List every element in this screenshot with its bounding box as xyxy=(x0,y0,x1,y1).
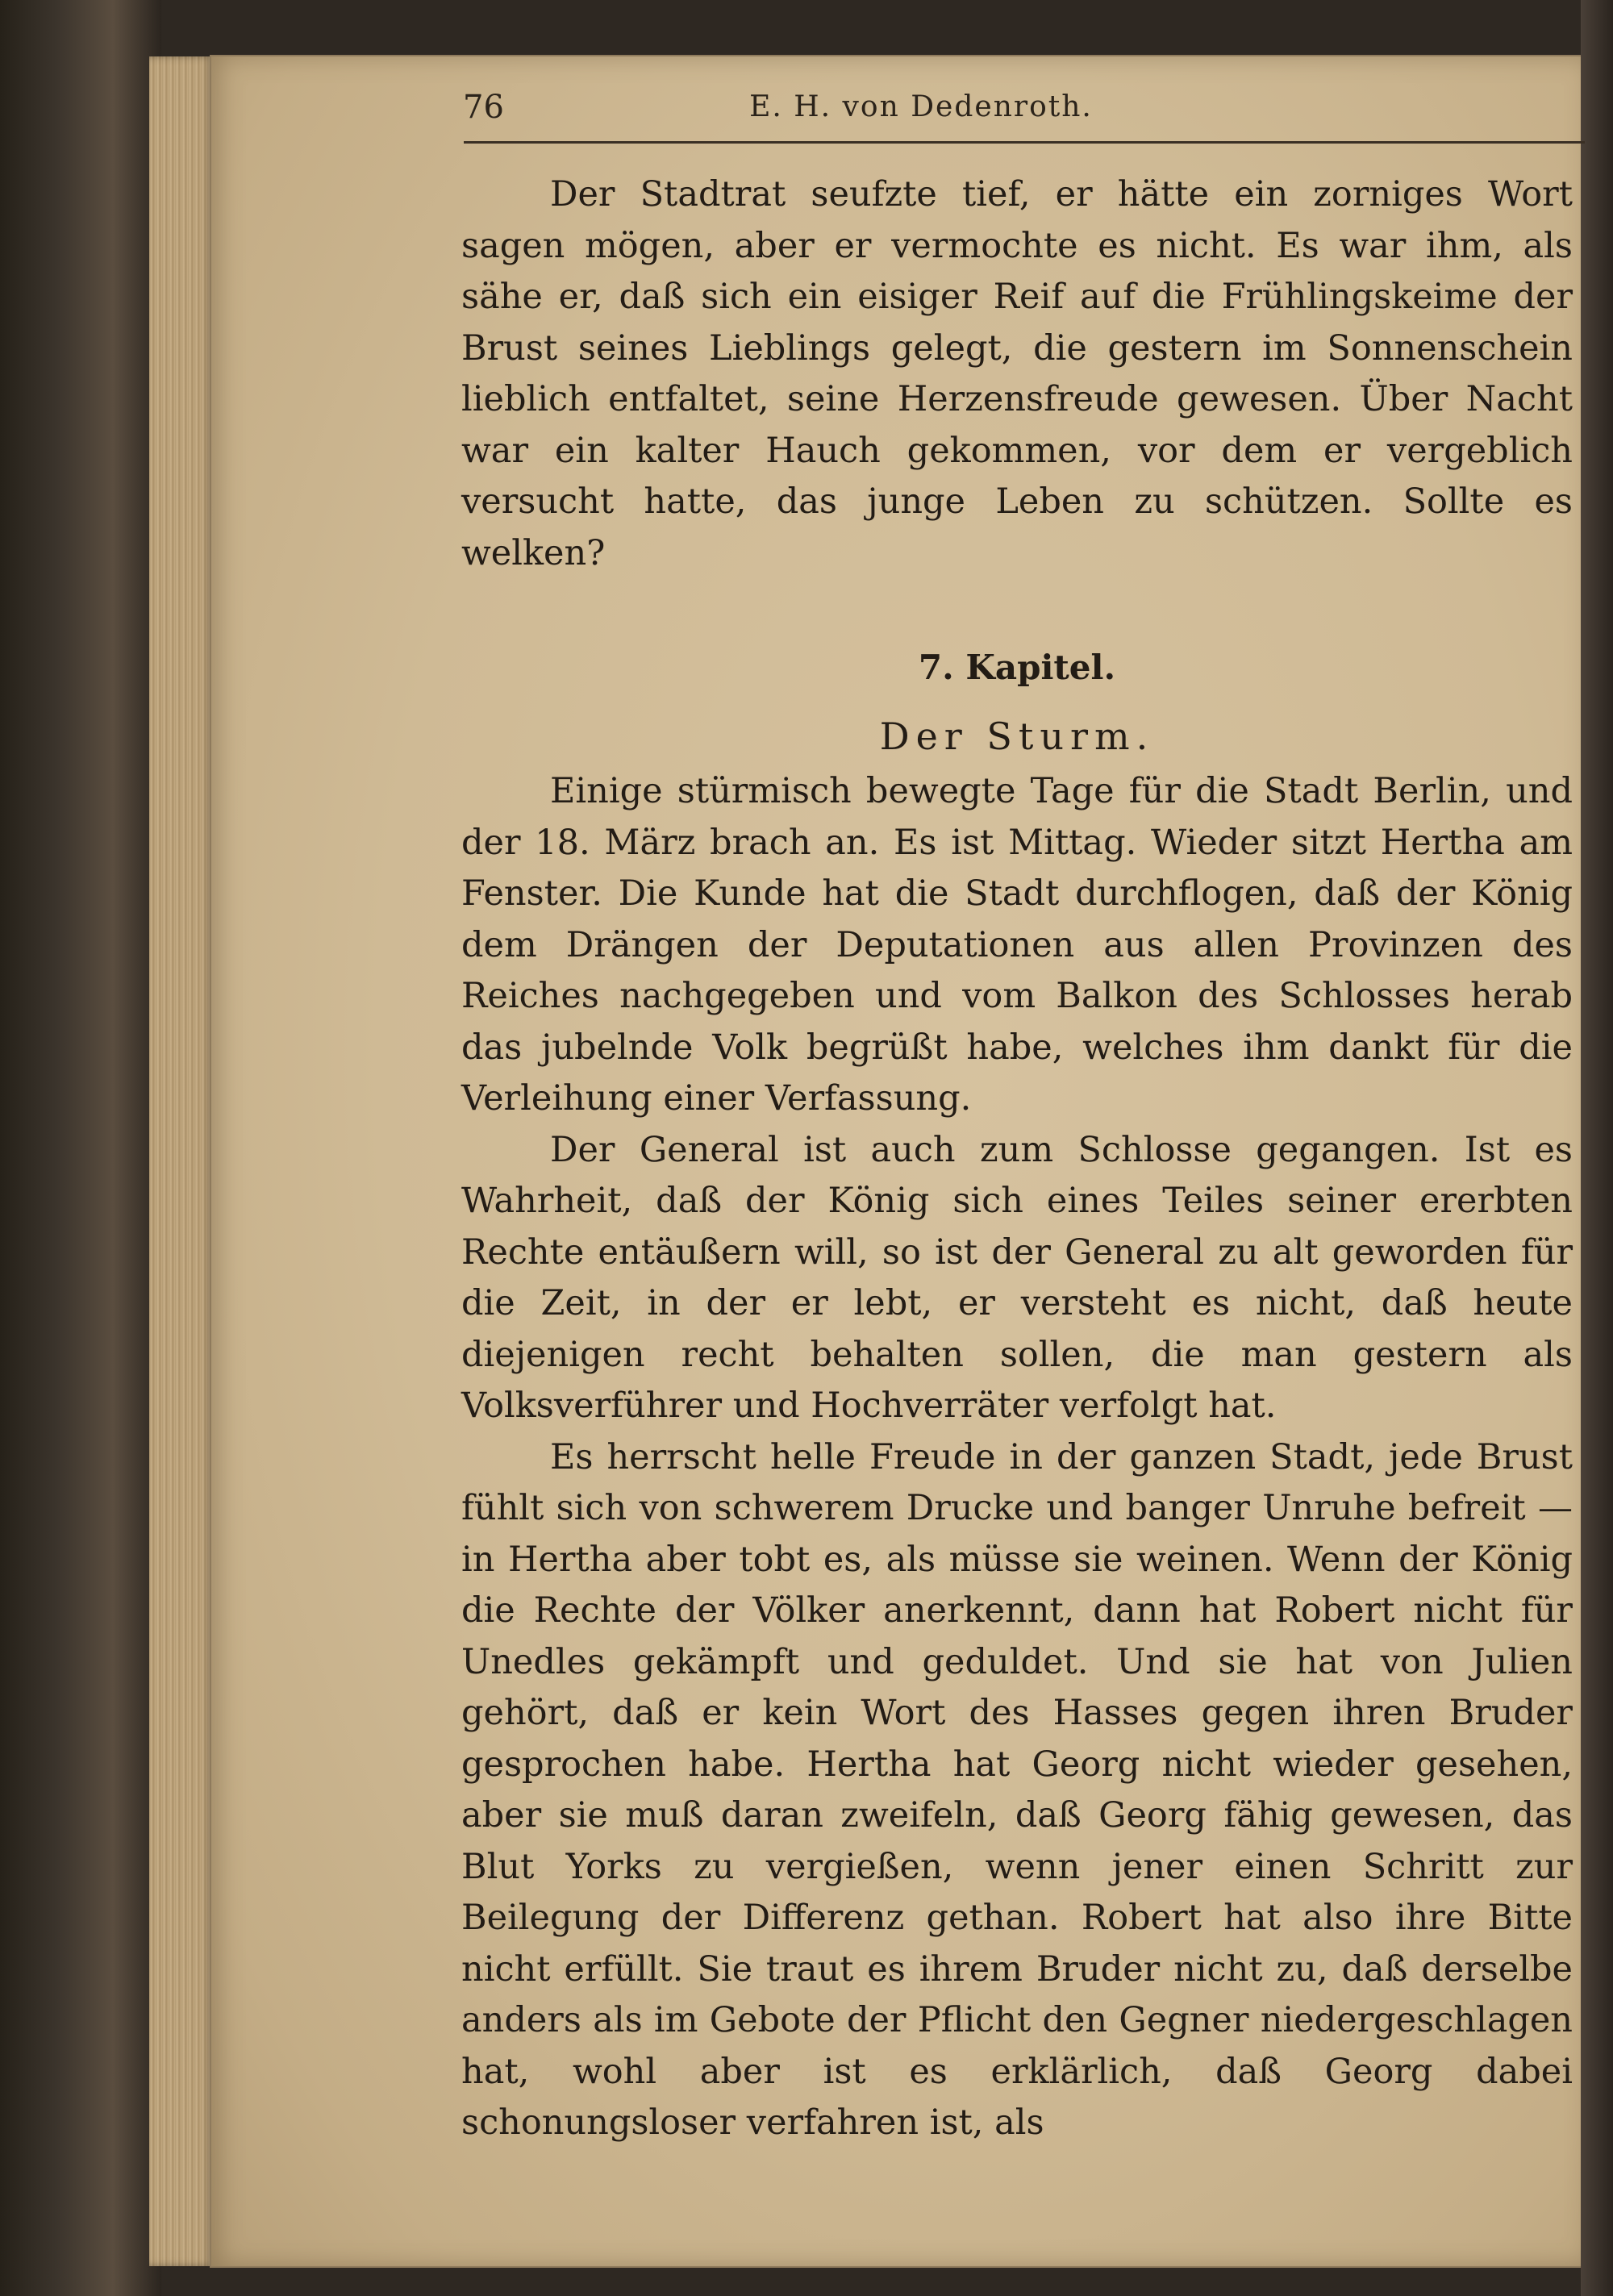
page-number: 76 xyxy=(463,89,504,126)
page-stack-edge xyxy=(149,56,214,2266)
chapter-title: 7. Kapitel. xyxy=(918,648,1116,687)
book-right-edge xyxy=(1581,0,1613,2296)
chapter-subtitle: Der Sturm. xyxy=(879,715,1155,758)
paragraph: Einige stürmisch bewegte Tage für die Stadt Berlin, und der 18. März brach an. Es ist Mittag. Wieder sitzt Hertha am Fenster. Die Kunde hat die Stadt durchflogen, daß der König dem Drängen der Deputationen aus allen Provinzen des Reiches nachgegeben und vom Balkon des Schlosses herab das jubelnde Volk begrüßt habe, welches ihm dankt für die Verleihung einer Verfassung. xyxy=(461,771,1573,1119)
paragraph: Der Stadtrat seufzte tief, er hätte ein zorniges Wort sagen mögen, aber er vermochte es nicht. Es war ihm, als sähe er, daß sich ein eisiger Reif auf die Frühlingskeime der Brust seines Lieblings gelegt, die gestern im Sonnenschein lieblich entfaltet, seine Herzensfreude gewesen. Über Nacht war ein kalter Hauch gekommen, vor dem er vergeblich versucht hatte, das junge Leben zu schützen. Sollte es welken? xyxy=(461,174,1573,573)
page-header xyxy=(252,89,1590,137)
header-rule xyxy=(464,141,1585,144)
paragraph: Es herrscht helle Freude in der ganzen Stadt, jede Brust fühlt sich von schwerem Drucke und banger Unruhe befreit — in Hertha aber tobt es, als müsse sie weinen. Wenn der König die Rechte der Völker anerkennt, dann hat Robert nicht für Unedles gekämpft und geduldet. Und sie hat von Julien gehört, daß er kein Wort des Hasses gegen ihren Bruder gesprochen habe. Hertha hat Georg nicht wieder gesehen, aber sie muß daran zweifeln, daß Georg fähig gewesen, das Blut Yorks zu vergießen, wenn jener einen Schritt zur Beilegung der Differenz gethan. Robert hat also ihre Bitte nicht erfüllt. Sie traut es ihrem Bruder nicht zu, daß derselbe anders als im Gebote der Pflicht den Gegner niedergeschlagen hat, wohl aber ist es erklärlich, daß Georg dabei schonungsloser verfahren ist, als xyxy=(461,1436,1573,2143)
running-head: E. H. von Dedenroth. xyxy=(749,90,1093,123)
paragraph: Der General ist auch zum Schlosse gegangen. Ist es Wahrheit, daß der König sich eines Teiles seiner ererbten Rechte entäußern will, so ist der General zu alt geworden für die Zeit, in der er lebt, er versteht es nicht, daß heute diejenigen recht behalten sollen, die man gestern als Volksverführer und Hochverräter verfolgt hat. xyxy=(461,1129,1573,1426)
body-text xyxy=(461,169,1573,2149)
book-cover-edge xyxy=(0,0,161,2296)
